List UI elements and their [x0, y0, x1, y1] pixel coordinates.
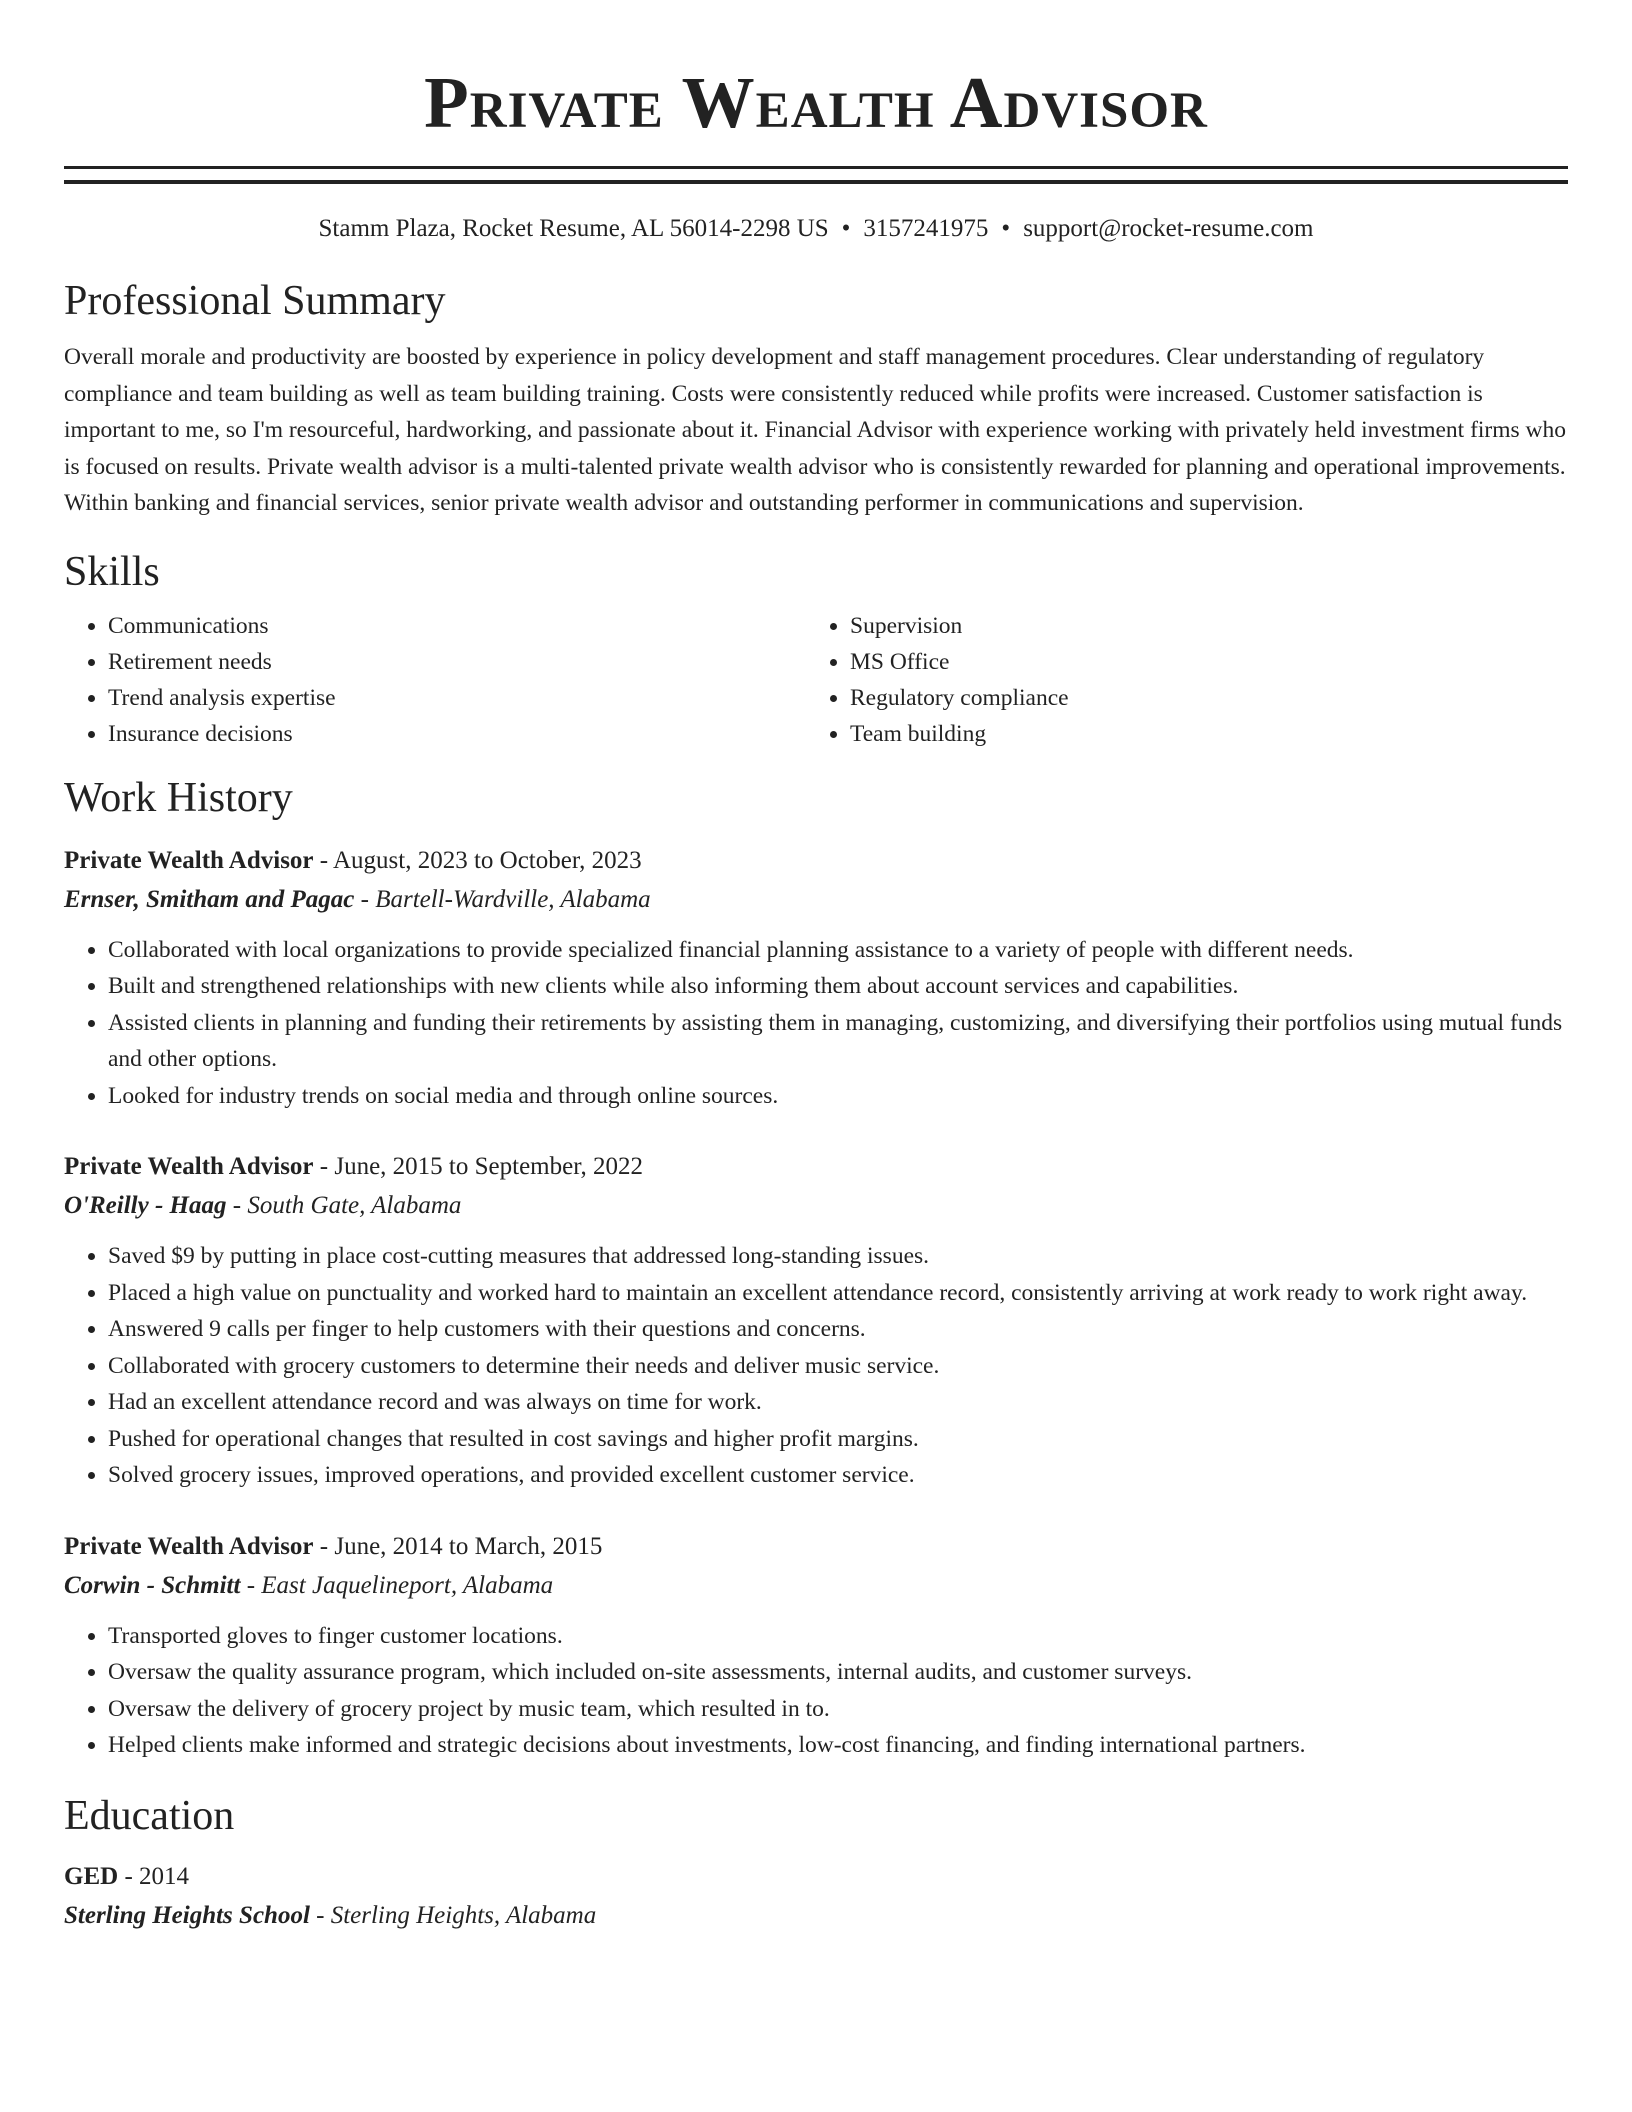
job-entry [64, 1148, 1568, 1494]
education-degree-line: GED - 2014 [64, 1862, 190, 1890]
job-dates: August, 2023 to October, 2023 [332, 846, 642, 874]
contact-separator: • [1001, 215, 1011, 242]
work-history-heading: Work History [64, 774, 293, 821]
contact-phone: 3157241975 [863, 215, 989, 242]
job-bullet: • Saved $9 by putting in place cost-cutting measures that addressed long-standing issues. [108, 1238, 1568, 1275]
education-location: Sterling Heights, Alabama [330, 1901, 597, 1929]
job-bullets [64, 1238, 1568, 1494]
title-double-rule [64, 166, 1568, 184]
job-company-line: Corwin - Schmitt - East Jaquelineport, Alabama [64, 1571, 554, 1599]
skill-item: • Insurance decisions [108, 716, 806, 752]
job-company-line: O'Reilly - Haag - South Gate, Alabama [64, 1192, 462, 1219]
job-company: Ernser, Smitham and Pagac [64, 885, 355, 913]
job-bullet: • Helped clients make informed and strategic decisions about investments, low-cost financing, and finding international partners. [108, 1727, 1568, 1764]
job-bullet: • Solved grocery issues, improved operations, and provided excellent customer service. [108, 1457, 1568, 1494]
job-bullet: • Answered 9 calls per finger to help customers with their questions and concerns. [108, 1311, 1568, 1348]
job-company-line: Ernser, Smitham and Pagac - Bartell-Wardville, Alabama [64, 885, 651, 913]
skills-column-left [64, 608, 806, 752]
job-bullet: • Placed a high value on punctuality and worked hard to maintain an excellent attendance record, consistently arriving at work ready to work right away. [108, 1275, 1568, 1312]
job-title: Private Wealth Advisor [64, 1532, 314, 1560]
skills-list [64, 608, 1568, 752]
job-entry [64, 1528, 1568, 1764]
job-dates: June, 2014 to March, 2015 [334, 1532, 603, 1560]
skill-item: • Regulatory compliance [850, 680, 1548, 716]
contact-line [64, 213, 1568, 245]
education-school-line: Sterling Heights School - Sterling Heights, Alabama [64, 1901, 597, 1929]
skills-column-right [806, 608, 1548, 752]
skill-item: • Supervision [850, 608, 1548, 644]
job-bullet: • Transported gloves to finger customer locations. [108, 1618, 1568, 1655]
job-bullet: • Oversaw the quality assurance program, which included on-site assessments, internal audits, and customer surveys. [108, 1654, 1568, 1691]
job-title-line: Private Wealth Advisor - August, 2023 to October, 2023 [64, 846, 642, 874]
job-bullet: • Assisted clients in planning and funding their retirements by assisting them in managing, customizing, and diversifying their portfolios using mutual funds and other options. [108, 1005, 1568, 1078]
job-bullets [64, 1618, 1568, 1764]
skill-item: • Team building [850, 716, 1548, 752]
education-degree: GED [64, 1862, 119, 1890]
job-bullet: • Collaborated with grocery customers to determine their needs and deliver music service. [108, 1348, 1568, 1385]
job-bullets [64, 932, 1568, 1115]
job-location: East Jaquelineport, Alabama [261, 1571, 554, 1599]
contact-email: support@rocket-resume.com [1023, 215, 1314, 242]
education-year: 2014 [139, 1862, 190, 1890]
contact-separator: • [841, 215, 851, 242]
job-bullet: • Collaborated with local organizations to provide specialized financial planning assistance to a variety of people with different needs. [108, 932, 1568, 969]
skill-item: • Trend analysis expertise [108, 680, 806, 716]
education-heading: Education [64, 1792, 235, 1839]
job-company: O'Reilly - Haag [64, 1192, 227, 1219]
job-location: South Gate, Alabama [247, 1192, 462, 1219]
job-bullet: • Pushed for operational changes that resulted in cost savings and higher profit margins. [108, 1421, 1568, 1458]
contact-address: Stamm Plaza, Rocket Resume, AL 56014-2298 US [318, 215, 829, 242]
job-bullet: • Built and strengthened relationships with new clients while also informing them about account services and capabilities. [108, 968, 1568, 1005]
professional-summary-heading: Professional Summary [64, 278, 446, 324]
job-company: Corwin - Schmitt [64, 1571, 241, 1599]
education-entry [64, 1858, 1568, 1936]
job-title: Private Wealth Advisor [64, 846, 314, 874]
job-bullet: • Had an excellent attendance record and was always on time for work. [108, 1384, 1568, 1421]
skill-item: • MS Office [850, 644, 1548, 680]
professional-summary-text: Overall morale and productivity are boosted by experience in policy development and staff management procedures. Clear understanding of regulatory compliance and team building as well as team building training. Costs were consistently reduced while profits were increased. Customer satisfaction is important to me, so I'm resourceful, hardworking, and passionate about it. Financial Advisor with experience working with privately held investment firms who is focused on results. Private wealth advisor is a multi-talented private wealth advisor who is consistently rewarded for planning and operational improvements. Within banking and financial services, senior private wealth advisor and outstanding performer in communications and supervision. [64, 344, 1567, 516]
skills-heading: Skills [64, 548, 160, 595]
resume-title: Private Wealth Advisor [424, 62, 1208, 143]
job-bullet: • Looked for industry trends on social media and through online sources. [108, 1078, 1568, 1115]
education-school: Sterling Heights School [64, 1901, 310, 1929]
job-bullet: • Oversaw the delivery of grocery project by music team, which resulted in to. [108, 1691, 1568, 1728]
job-title: Private Wealth Advisor [64, 1153, 314, 1180]
job-dates: June, 2015 to September, 2022 [334, 1153, 644, 1180]
job-title-line: Private Wealth Advisor - June, 2014 to March, 2015 [64, 1532, 603, 1560]
job-entry [64, 842, 1568, 1115]
job-location: Bartell-Wardville, Alabama [375, 885, 651, 913]
skill-item: • Communications [108, 608, 806, 644]
job-title-line: Private Wealth Advisor - June, 2015 to September, 2022 [64, 1153, 644, 1180]
skill-item: • Retirement needs [108, 644, 806, 680]
